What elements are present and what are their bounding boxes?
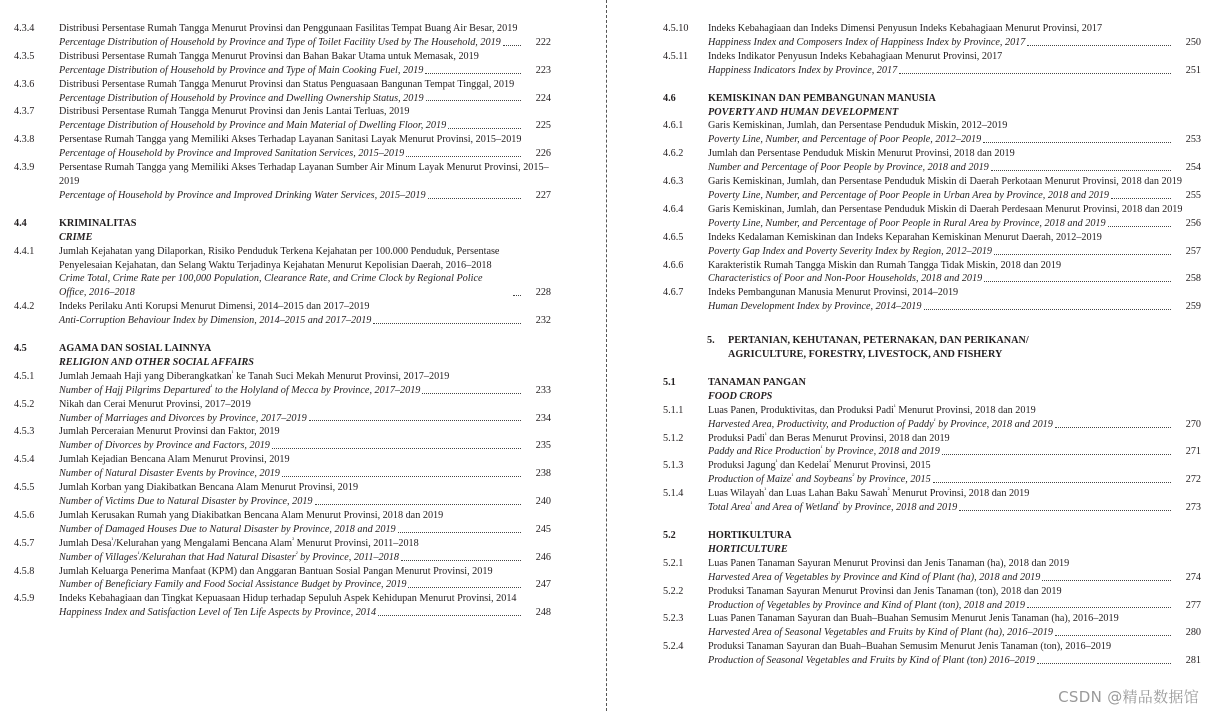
toc-entry[interactable]	[663, 22, 1201, 50]
entry-number: 4.4.2	[14, 301, 35, 313]
section-title-en: HORTICULTURE	[708, 543, 788, 555]
entry-number: 4.6.3	[663, 176, 684, 188]
page-number: 245	[535, 523, 551, 535]
dot-leader	[1055, 427, 1171, 428]
entry-title-en-text: Poverty Line, Number, and Percentage of Poor People in Rural Area by Province, 2018 and 2019	[708, 217, 1106, 229]
entry-number: 4.6.4	[663, 203, 684, 215]
entry-title-en	[59, 439, 551, 453]
toc-entry[interactable]	[663, 612, 1201, 640]
toc-entry[interactable]	[14, 245, 551, 301]
section-number: 5.2	[663, 530, 676, 541]
toc-entry[interactable]	[14, 537, 551, 565]
entry-title-id: Produksi Tanaman Sayuran Menurut Provinsi dan Jenis Tanaman (ton), 2018 dan 2019	[708, 585, 1062, 597]
entry-title-id: Garis Kemiskinan, Jumlah, dan Persentase Penduduk Miskin di Daerah Perkotaan Menurut Provinsi, 2018 dan 2019	[708, 176, 1182, 188]
page-number: 272	[1185, 474, 1201, 486]
toc-entry[interactable]	[14, 565, 551, 593]
entry-title-en	[708, 473, 1201, 487]
entry-title-en	[708, 501, 1201, 515]
entry-title-id: Distribusi Persentase Rumah Tangga Menurut Provinsi dan Status Penguasaan Bangunan Tempat Tinggal, 2019	[59, 78, 515, 90]
entry-title-id: Jumlah Korban yang Diakibatkan Bencana Alam Menurut Provinsi, 2019	[59, 482, 359, 494]
entry-title-en	[59, 412, 551, 426]
entry-title-en-text: Production of Seasonal Vegetables and Fruits by Kind of Plant (ton) 2016–2019	[708, 655, 1036, 667]
entry-title-id: Indeks Indikator Penyusun Indeks Kebahagiaan Menurut Provinsi, 2017	[708, 50, 1003, 62]
toc-entry[interactable]	[14, 453, 551, 481]
entry-title-en	[59, 189, 551, 203]
dot-leader	[428, 198, 521, 199]
toc-section-heading[interactable]	[14, 342, 551, 370]
page-number: 280	[1185, 627, 1201, 639]
entry-number: 4.3.5	[14, 50, 35, 62]
watermark: CSDN @精品数据馆	[1058, 688, 1199, 707]
chapter-title-en: AGRICULTURE, FORESTRY, LIVESTOCK, AND FISHERY	[728, 349, 1003, 361]
dot-leader	[899, 73, 1171, 74]
entry-number: 4.5.9	[14, 593, 35, 605]
page-number: 225	[535, 120, 551, 132]
page-number: 254	[1185, 162, 1201, 174]
entry-title-en	[708, 272, 1201, 286]
entry-title-id: Persentase Rumah Tangga yang Memiliki Akses Terhadap Layanan Sanitasi Layak Menurut Provinsi, 2015–2019	[59, 134, 522, 146]
toc-entry[interactable]	[663, 432, 1201, 460]
entry-number: 5.2.1	[663, 557, 684, 569]
page-number: 234	[535, 412, 551, 424]
entry-title-en	[59, 147, 551, 161]
dot-leader	[984, 281, 1171, 282]
entry-title-en	[708, 64, 1201, 78]
entry-number: 4.6.6	[663, 259, 684, 271]
dot-leader	[1037, 663, 1171, 664]
entry-number: 4.3.7	[14, 106, 35, 118]
toc-section-heading[interactable]	[663, 376, 1201, 404]
entry-title-id: Produksi Padi$^{^1}$ dan Beras Menurut Provinsi, 2018 dan 2019	[708, 431, 950, 444]
toc-entry[interactable]	[14, 161, 551, 203]
toc-entry[interactable]	[14, 370, 551, 398]
entry-title-id: Jumlah Jemaah Haji yang Diberangkatkan$^{^1}$ ke Tanah Suci Mekah Menurut Provinsi, 2017–2019	[59, 369, 450, 382]
entry-title-en-text: Percentage Distribution of Household by Province and Type of Main Cooking Fuel, 2019	[59, 64, 424, 76]
section-number: 4.4	[14, 217, 27, 229]
dot-leader	[373, 323, 521, 324]
entry-number: 4.4.1	[14, 245, 35, 257]
entry-title-en-text: Paddy and Rice Production$^{^1}$ by Province, 2018 and 2019	[708, 445, 940, 458]
entry-title-id: Indeks Kebahagiaan dan Indeks Dimensi Penyusun Indeks Kebahagiaan Menurut Provinsi, 2017	[708, 23, 1103, 34]
entry-title-en	[59, 551, 551, 565]
dot-leader	[378, 615, 521, 616]
entry-title-id: Jumlah Keluarga Penerima Manfaat (KPM) dan Anggaran Bantuan Sosial Pangan Menurut Provinsi, 2019	[59, 565, 493, 577]
section-title-id: KRIMINALITAS	[59, 217, 137, 229]
dot-leader	[1027, 45, 1171, 46]
dot-leader	[983, 142, 1171, 143]
entry-title-en	[708, 654, 1201, 668]
dot-leader	[513, 295, 521, 296]
toc-entry[interactable]	[663, 487, 1201, 515]
dot-leader	[448, 128, 521, 129]
dot-leader	[398, 532, 521, 533]
entry-title-en	[708, 217, 1201, 231]
entry-title-en-text: Crime Total, Crime Rate per 100,000 Population, Clearance Rate, and Crime Clock by Regional Police Office, 2016–2018	[59, 273, 483, 299]
toc-section-heading[interactable]	[663, 92, 1201, 120]
entry-title-en	[708, 626, 1201, 640]
entry-title-en-text: Number of Victims Due to Natural Disaster by Province, 2019	[59, 496, 313, 507]
entry-title-en-text: Percentage of Household by Province and Improved Sanitation Services, 2015–2019	[59, 148, 405, 160]
entry-title-en	[708, 161, 1201, 175]
entry-title-en	[59, 314, 551, 328]
page-number: 228	[535, 287, 551, 299]
entry-number: 5.1.1	[663, 404, 684, 416]
entry-title-en	[708, 418, 1201, 432]
page-number: 256	[1185, 217, 1201, 229]
entry-number: 5.2.4	[663, 641, 684, 653]
entry-title-en-text: Production of Vegetables by Province and Kind of Plant (ton), 2018 and 2019	[708, 599, 1025, 611]
toc-entry[interactable]	[663, 147, 1201, 175]
toc-entry[interactable]	[14, 133, 551, 161]
entry-number: 5.1.4	[663, 488, 684, 500]
section-title-id: AGAMA DAN SOSIAL LAINNYA	[59, 343, 212, 355]
entry-title-en	[708, 245, 1201, 259]
page-number: 238	[535, 468, 551, 480]
dot-leader	[282, 476, 521, 477]
entry-number: 4.5.10	[663, 23, 689, 34]
entry-title-en-text: Number of Beneficiary Family and Food Social Assistance Budget by Province, 2019	[59, 579, 407, 591]
page-number: 270	[1185, 418, 1201, 430]
entry-title-id: Karakteristik Rumah Tangga Miskin dan Rumah Tangga Tidak Miskin, 2018 dan 2019	[708, 259, 1062, 271]
entry-title-id: Produksi Tanaman Sayuran dan Buah–Buahan Semusim Menurut Jenis Tanaman (ton), 2016–2019	[708, 641, 1112, 653]
entry-number: 4.5.3	[14, 426, 35, 438]
entry-title-id: Indeks Kebahagiaan dan Tingkat Kepuasaan Hidup terhadap Sepuluh Aspek Kehidupan Menurut Provinsi, 2014	[59, 593, 517, 605]
page-number: 274	[1185, 571, 1201, 583]
entry-title-en-text: Production of Maize$^{^1}$ and Soybeans$^{^2}$ by Province, 2015	[708, 472, 931, 486]
toc-entry[interactable]	[663, 640, 1201, 668]
entry-title-en	[59, 495, 551, 509]
entry-number: 5.2.2	[663, 585, 684, 597]
entry-title-id: Indeks Perilaku Anti Korupsi Menurut Dimensi, 2014–2015 dan 2017–2019	[59, 301, 370, 313]
entry-title-id: Indeks Kedalaman Kemiskinan dan Indeks Keparahan Kemiskinan Menurut Daerah, 2012–2019	[708, 231, 1102, 243]
page-number: 253	[1185, 134, 1201, 146]
entry-number: 4.5.1	[14, 370, 35, 382]
entry-title-id: Produksi Jagung$^{^1}$ dan Kedelai$^{^2}$ Menurut Provinsi, 2015	[708, 458, 931, 472]
dot-leader	[994, 254, 1171, 255]
entry-title-en-text: Number of Villages$^{^1}$/Kelurahan that Had Natural Disaster$^{^2}$ by Province, 2011–2018	[59, 550, 399, 563]
entry-title-en-text: Poverty Line, Number, and Percentage of Poor People, 2012–2019	[708, 134, 982, 146]
dot-leader	[406, 156, 521, 157]
page-number: 224	[535, 92, 551, 104]
toc-entry[interactable]	[14, 398, 551, 426]
entry-title-en	[59, 578, 551, 592]
entry-title-id: Luas Wilayah$^{^1}$ dan Luas Lahan Baku Sawah$^{^2}$ Menurut Provinsi, 2018 dan 2019	[708, 486, 1030, 500]
page-number: 251	[1185, 64, 1201, 76]
dot-leader	[1108, 226, 1171, 227]
entry-number: 4.5.5	[14, 482, 35, 494]
chapter-number: 5.	[707, 335, 715, 347]
entry-title-en-text: Total Area$^{^1}$ and Area of Wetland$^{^2}$ by Province, 2018 and 2019	[708, 500, 958, 514]
dot-leader	[426, 100, 521, 101]
toc-entry[interactable]	[663, 119, 1201, 147]
toc-entry[interactable]	[663, 231, 1201, 259]
dot-leader	[959, 510, 1171, 511]
entry-title-id: Luas Panen Tanaman Sayuran Menurut Provinsi dan Jenis Tanaman (ha), 2018 dan 2019	[708, 557, 1070, 569]
toc-entry[interactable]	[663, 585, 1201, 613]
entry-title-id: Luas Panen, Produktivitas, dan Produksi Padi$^{^1}$ Menurut Provinsi, 2018 dan 2019	[708, 403, 1036, 416]
entry-title-en	[708, 445, 1201, 459]
entry-title-en-text: Percentage of Household by Province and Improved Drinking Water Services, 2015–2019	[59, 189, 426, 201]
entry-title-id: Distribusi Persentase Rumah Tangga Menurut Provinsi dan Penggunaan Fasilitas Tempat Buang Air Besar, 2019	[59, 23, 518, 34]
entry-title-id: Jumlah Perceraian Menurut Provinsi dan Faktor, 2019	[59, 426, 280, 438]
toc-entry[interactable]	[663, 459, 1201, 487]
dot-leader	[924, 309, 1172, 310]
entry-title-en-text: Number of Damaged Houses Due to Natural Disaster by Province, 2018 and 2019	[59, 523, 396, 535]
toc-entry[interactable]	[14, 300, 551, 328]
entry-title-en-text: Happiness Indicators Index by Province, 2017	[708, 64, 898, 76]
toc-entry[interactable]	[663, 50, 1201, 78]
dot-leader	[309, 420, 521, 421]
entry-number: 4.6.5	[663, 231, 684, 243]
entry-title-en-text: Number of Natural Disaster Events by Province, 2019	[59, 468, 280, 480]
entry-number: 4.5.7	[14, 537, 35, 549]
section-number: 4.5	[14, 343, 27, 355]
dot-leader	[991, 170, 1171, 171]
section-title-en: RELIGION AND OTHER SOCIAL AFFAIRS	[59, 356, 254, 368]
chapter-title-id: PERTANIAN, KEHUTANAN, PETERNAKAN, DAN PERIKANAN/	[728, 335, 1029, 347]
entry-title-en-text: Happiness Index and Composers Index of Happiness Index by Province, 2017	[708, 36, 1026, 48]
entry-title-en-text: Poverty Line, Number, and Percentage of Poor People in Urban Area by Province, 2018 and 2019	[708, 189, 1110, 201]
toc-entry[interactable]	[14, 22, 551, 50]
toc-entry[interactable]	[663, 557, 1201, 585]
dot-leader	[425, 73, 521, 74]
entry-title-en-text: Poverty Gap Index and Poverty Severity Index by Region, 2012–2019	[708, 245, 993, 257]
entry-title-en-text: Human Development Index by Province, 2014–2019	[708, 301, 922, 313]
entry-number: 4.5.2	[14, 398, 35, 410]
section-number: 4.6	[663, 92, 676, 104]
entry-title-id: Distribusi Persentase Rumah Tangga Menurut Provinsi dan Jenis Lantai Terluas, 2019	[59, 106, 410, 118]
section-title-en: POVERTY AND HUMAN DEVELOPMENT	[708, 106, 899, 118]
page-number: 247	[535, 579, 551, 591]
toc-entry[interactable]	[663, 259, 1201, 287]
entry-number: 4.5.4	[14, 454, 35, 466]
dot-leader	[401, 560, 521, 561]
page-number: 226	[535, 148, 551, 160]
entry-title-en	[59, 384, 551, 398]
entry-title-en-text: Number of Hajj Pilgrims Departured$^{^1}$ to the Holyland of Mecca by Province, 2017–2019	[59, 383, 421, 396]
entry-title-en	[708, 599, 1201, 613]
entry-title-en-text: Percentage Distribution of Household by Province and Type of Toilet Facility Used by The Household, 2019	[59, 36, 501, 48]
entry-title-en-text: Harvested Area, Productivity, and Production of Paddy$^{^1}$ by Province, 2018 and 2019	[708, 417, 1053, 430]
dot-leader	[1111, 198, 1171, 199]
page-number: 235	[535, 440, 551, 452]
entry-number: 4.5.6	[14, 509, 35, 521]
entry-title-id: Jumlah Desa$^{^1}$/Kelurahan yang Mengalami Bencana Alam$^{^2}$ Menurut Provinsi, 2011–2018	[59, 536, 419, 549]
entry-title-en	[708, 571, 1201, 585]
section-title-id: TANAMAN PANGAN	[708, 376, 806, 388]
entry-title-en	[59, 606, 551, 620]
entry-number: 4.5.11	[663, 50, 689, 62]
page-number: 232	[535, 315, 551, 327]
page-number: 257	[1185, 245, 1201, 257]
entry-number: 4.5.8	[14, 565, 35, 577]
toc-entry[interactable]	[14, 509, 551, 537]
entry-number: 4.6.7	[663, 287, 684, 299]
entry-title-id: Jumlah Kerusakan Rumah yang Diakibatkan Bencana Alam Menurut Provinsi, 2018 dan 2019	[59, 509, 444, 521]
section-title-id: HORTIKULTURA	[708, 530, 792, 541]
entry-title-id: Jumlah dan Persentase Penduduk Miskin Menurut Provinsi, 2018 dan 2019	[708, 148, 1015, 160]
section-title-id: KEMISKINAN DAN PEMBANGUNAN MANUSIA	[708, 92, 936, 104]
entry-title-id: Persentase Rumah Tangga yang Memiliki Akses Terhadap Layanan Sumber Air Minum Layak Menurut Provinsi, 2015–2019	[59, 162, 549, 187]
entry-title-en	[59, 119, 551, 133]
entry-title-id: Indeks Pembangunan Manusia Menurut Provinsi, 2014–2019	[708, 287, 959, 299]
entry-number: 4.6.2	[663, 148, 684, 160]
dot-leader	[1055, 635, 1171, 636]
page-number: 240	[535, 496, 551, 507]
entry-title-en	[708, 189, 1201, 203]
toc-section-heading[interactable]	[663, 529, 1201, 557]
dot-leader	[315, 504, 521, 505]
toc-entry[interactable]	[663, 404, 1201, 432]
entry-title-id: Distribusi Persentase Rumah Tangga Menurut Provinsi dan Bahan Bakar Utama untuk Memasak, 2019	[59, 50, 479, 62]
page-number: 246	[535, 551, 551, 563]
page-number: 255	[1185, 189, 1201, 201]
page-number: 277	[1185, 599, 1201, 611]
entry-title-id: Garis Kemiskinan, Jumlah, dan Persentase Penduduk Miskin, 2012–2019	[708, 120, 1008, 132]
page-number: 250	[1185, 36, 1201, 48]
entry-title-en	[708, 300, 1201, 314]
entry-number: 4.3.6	[14, 78, 35, 90]
entry-number: 5.1.2	[663, 432, 684, 444]
entry-title-id: Jumlah Kejadian Bencana Alam Menurut Provinsi, 2019	[59, 454, 290, 466]
page-number: 281	[1185, 655, 1201, 667]
page-number: 273	[1185, 502, 1201, 514]
toc-entry[interactable]	[14, 592, 551, 620]
toc-section-heading[interactable]	[14, 217, 551, 245]
toc-chapter-heading[interactable]	[663, 334, 1201, 362]
section-title-en: CRIME	[59, 231, 93, 243]
column-divider	[606, 0, 607, 711]
dot-leader	[408, 587, 521, 588]
toc-entry[interactable]	[14, 481, 551, 509]
entry-title-id: Luas Panen Tanaman Sayuran dan Buah–Buahan Semusim Menurut Jenis Tanaman (ha), 2016–2019	[708, 613, 1119, 625]
page-number: 271	[1185, 446, 1201, 458]
entry-number: 5.1.3	[663, 460, 684, 472]
entry-number: 4.3.4	[14, 23, 35, 34]
entry-title-en	[59, 523, 551, 537]
entry-title-en-text: Harvested Area of Seasonal Vegetables and Fruits by Kind of Plant (ha), 2016–2019	[708, 627, 1053, 639]
entry-number: 4.6.1	[663, 120, 684, 132]
page-number: 223	[535, 64, 551, 76]
page-number: 233	[535, 384, 551, 396]
page-number: 248	[535, 607, 551, 619]
entry-title-en	[59, 36, 551, 50]
entry-title-en-text: Percentage Distribution of Household by Province and Main Material of Dwelling Floor, 2019	[59, 120, 447, 132]
toc-entry[interactable]	[14, 78, 551, 106]
entry-title-en-text: Harvested Area of Vegetables by Province and Kind of Plant (ha), 2018 and 2019	[708, 571, 1041, 583]
dot-leader	[942, 454, 1171, 455]
entry-title-en-text: Percentage Distribution of Household by Province and Dwelling Ownership Status, 2019	[59, 92, 424, 104]
page-number: 227	[535, 189, 551, 201]
entry-number: 4.3.8	[14, 134, 35, 146]
entry-title-id: Nikah dan Cerai Menurut Provinsi, 2017–2019	[59, 398, 251, 410]
section-number: 5.1	[663, 376, 676, 388]
entry-title-en-text: Number of Divorces by Province and Factors, 2019	[59, 440, 270, 452]
entry-title-en	[59, 272, 551, 300]
entry-title-id: Garis Kemiskinan, Jumlah, dan Persentase Penduduk Miskin di Daerah Perdesaan Menurut Provinsi, 2018 dan 2019	[708, 203, 1183, 215]
toc-right-column	[663, 22, 1201, 668]
entry-title-en	[708, 36, 1201, 50]
entry-title-en	[59, 64, 551, 78]
dot-leader	[503, 45, 521, 46]
toc-entry[interactable]	[663, 286, 1201, 314]
entry-title-en	[59, 92, 551, 106]
dot-leader	[1042, 580, 1171, 581]
page-number: 258	[1185, 273, 1201, 285]
toc-entry[interactable]	[663, 175, 1201, 203]
dot-leader	[933, 482, 1171, 483]
page-number: 222	[535, 36, 551, 48]
dot-leader	[1027, 607, 1171, 608]
entry-title-en	[59, 467, 551, 481]
section-title-en: FOOD CROPS	[708, 390, 773, 402]
page-number: 259	[1185, 301, 1201, 313]
entry-title-en-text: Happiness Index and Satisfaction Level of Ten Life Aspects by Province, 2014	[59, 607, 377, 619]
toc-left-column	[14, 22, 551, 620]
toc-entry[interactable]	[663, 203, 1201, 231]
entry-number: 4.3.9	[14, 162, 35, 174]
entry-number: 5.2.3	[663, 613, 684, 625]
entry-title-id: Jumlah Kejahatan yang Dilaporkan, Risiko Penduduk Terkena Kejahatan per 100.000 Penduduk, Persentase Penyelesaian Kejahatan, dan Selang Waktu Terjadinya Kejahatan Menurut Kepolisian Daerah, 2016–2018	[59, 245, 500, 271]
entry-title-en-text: Number of Marriages and Divorces by Province, 2017–2019	[59, 412, 307, 424]
dot-leader	[422, 393, 521, 394]
entry-title-en-text: Number and Percentage of Poor People by Province, 2018 and 2019	[708, 162, 989, 174]
entry-title-en	[708, 133, 1201, 147]
toc-entry[interactable]	[14, 105, 551, 133]
toc-entry[interactable]	[14, 425, 551, 453]
toc-entry[interactable]	[14, 50, 551, 78]
dot-leader	[272, 448, 521, 449]
entry-title-en-text: Characteristics of Poor and Non-Poor Households, 2018 and 2019	[708, 273, 983, 285]
entry-title-en-text: Anti-Corruption Behaviour Index by Dimension, 2014–2015 and 2017–2019	[59, 315, 372, 327]
